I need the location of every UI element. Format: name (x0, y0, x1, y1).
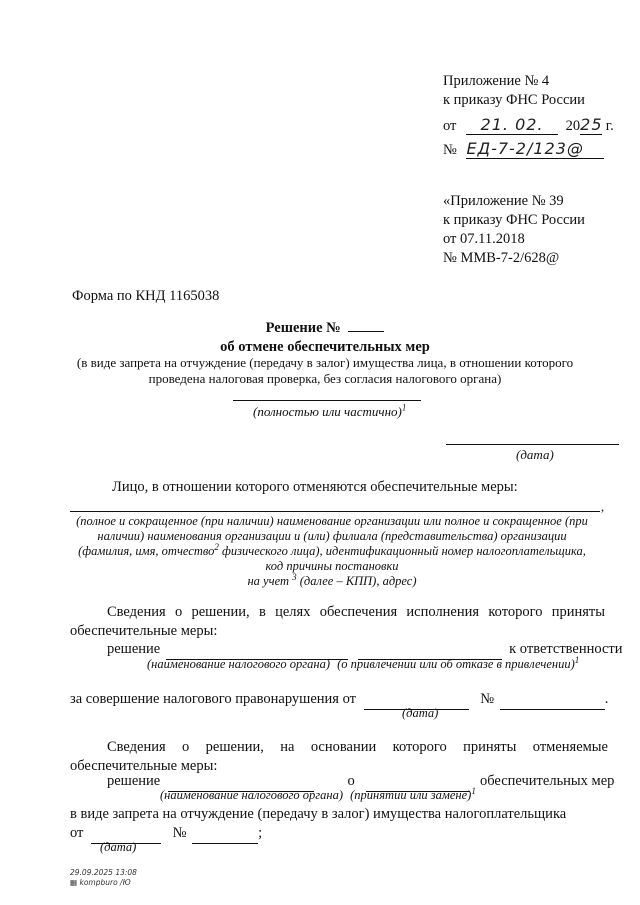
section2-decision-row: решение о обеспечительных мер (107, 772, 614, 792)
section1-date-hint: (дата) (402, 706, 439, 720)
section1-offense-row: за совершение налогового правонарушения от № . (70, 690, 608, 710)
decision-number-field[interactable] (348, 331, 384, 332)
person-heading: Лицо, в отношении которого отменяются обеспечительные меры: (112, 479, 518, 495)
annex4-block (443, 72, 614, 160)
print-stamp-source: ▦ kompburo /Ю (70, 878, 131, 887)
annex39-title: «Приложение № 39 (443, 193, 564, 209)
section2-from-row: от № ; (70, 824, 262, 844)
annex4-handwritten-date: 21. 02. (466, 115, 558, 135)
annex39-block (443, 192, 585, 268)
decision-header (60, 319, 590, 357)
decision-date-hint: (дата) (516, 447, 554, 462)
annex4-handwritten-number: ЕД-7-2/123@ (466, 139, 604, 159)
annex39-date: от 07.11.2018 (443, 231, 525, 247)
annex4-order: к приказу ФНС России (443, 92, 585, 108)
annex39-order: к приказу ФНС России (443, 212, 585, 228)
section1-number-field[interactable] (500, 690, 605, 710)
section1-hint-row: (наименование налогового органа) (о привлечении или об отказе в привлечении)$^1$ (147, 654, 580, 671)
annex4-num-row: № ЕД-7-2/123@ (443, 139, 614, 160)
decision-title: Решение № (60, 319, 590, 338)
decision-description: (в виде запрета на отчуждение (передачу в залог) имущества лица, в отношении которого проведена налоговая проверка, без согласия налогового органа) (76, 355, 574, 386)
full-partial-hint: (полностью или частично)$^1$ (253, 402, 407, 419)
annex4-handwritten-year: 25 (580, 115, 603, 134)
person-field-comma: , (601, 500, 605, 514)
decision-subtitle: об отмене обеспечительных мер (220, 339, 430, 355)
section2-number-field[interactable] (192, 824, 258, 844)
full-partial-field[interactable] (233, 400, 421, 401)
annex4-date-row: от 21. 02. 2025 г. (443, 115, 614, 134)
person-name-field[interactable] (70, 511, 600, 512)
section2-date-hint: (дата) (100, 840, 137, 854)
section2-heading: Сведения о решении, на основании которого приняты отменяемые обеспечительные меры: (70, 739, 608, 774)
stamp-icon: ▦ (70, 878, 78, 887)
print-stamp (70, 868, 137, 888)
section1-decision-row: решение к ответственности (107, 640, 623, 660)
section2-ban-text: в виде запрета на отчуждение (передачу в залог) имущества налогоплательщика (70, 806, 567, 822)
person-hint: (полное и сокращенное (при наличии) наименование организации или полное и сокращенное (при наличии) наименования организации и (или) филиала (представительства) организации (фамилия, имя, отчество$^2$ физического лица), идентификационный номер налогоплательщика, код причины постановки на учет $^3$ (далее – КПП), адрес) (76, 514, 588, 588)
decision-date-field[interactable] (446, 444, 619, 445)
annex4-title: Приложение № 4 (443, 73, 550, 89)
section1-heading: Сведения о решении, в целях обеспечения исполнения которого приняты обеспечительные меры: (70, 604, 605, 639)
section2-hint-row: (наименование налогового органа) (принятии или замене)$^1$ (160, 785, 476, 802)
form-code: Форма по КНД 1165038 (72, 288, 220, 304)
print-stamp-datetime: 29.09.2025 13:08 (70, 868, 137, 877)
annex39-number: № ММВ-7-2/628@ (443, 250, 560, 266)
